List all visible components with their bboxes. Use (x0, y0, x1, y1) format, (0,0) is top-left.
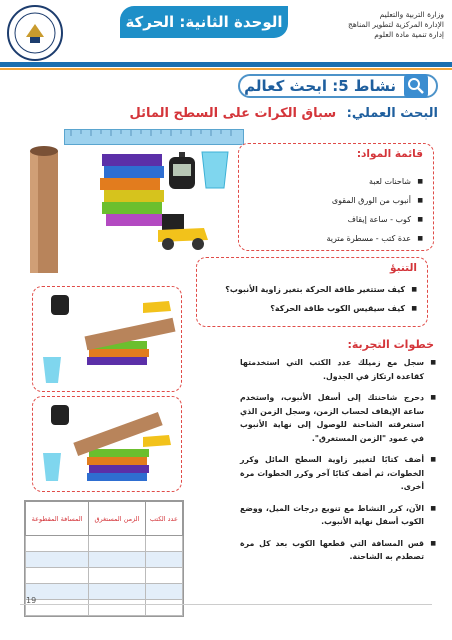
steps-list (240, 356, 436, 572)
cup-illustration (200, 150, 230, 190)
prediction-list (207, 280, 417, 318)
table-header-cell: عدد الكتب (145, 502, 182, 536)
activity-title: نشاط 5: ابحث كعالم (244, 77, 396, 95)
table-header-row (26, 502, 183, 536)
list-item: ■ كوب - ساعة إيقاف (251, 210, 423, 229)
list-item: ■ دحرج شاحنتك إلى أسفل الأنبوب، واستخدم ساعة الإيقاف لحساب الزمن، وسجل الزمن الذي استغرقته الشاحنة للوصول إلى نهاية الأنبوب في عمود "الزمن المستغرق". (240, 391, 436, 445)
cardboard-tube-illustration (24, 145, 64, 277)
ministry-logo (6, 4, 64, 62)
steps-title: خطوات التجربة: (347, 338, 434, 351)
table-cell[interactable] (145, 536, 182, 552)
table-row (26, 600, 183, 616)
table-cell[interactable] (26, 552, 89, 568)
experiment-image-1 (32, 286, 182, 392)
page-number: 19 (26, 596, 37, 605)
table-row (26, 552, 183, 568)
research-topic: سباق الكرات على السطح المائل (129, 106, 337, 121)
list-item: ■ أضف كتابًا لتغيير زاوية السطح المائل وكرر الخطوات، ثم أضف كتابًا آخر وكرر الخطوات مرة أخرى. (240, 453, 436, 494)
list-item: ■ كيف سيقيس الكوب طاقة الحركة؟ (207, 299, 417, 318)
list-item: ■ شاحنات لعبة (251, 172, 423, 191)
table-row (26, 536, 183, 552)
ruler-illustration (64, 129, 244, 145)
table-cell[interactable] (145, 552, 182, 568)
table-cell[interactable] (89, 568, 145, 584)
table-cell[interactable] (26, 568, 89, 584)
list-item: ■ قس المسافة التي قطعها الكوب بعد كل مرة تصطدم به الشاحنة. (240, 537, 436, 564)
prediction-box (196, 257, 428, 327)
table-cell[interactable] (145, 584, 182, 600)
table-cell[interactable] (145, 600, 182, 616)
materials-box (238, 143, 434, 251)
table-header-cell: المسافة المقطوعة (26, 502, 89, 536)
table-header-cell: الزمن المستغرق (89, 502, 145, 536)
table-cell[interactable] (89, 584, 145, 600)
table-cell[interactable] (145, 568, 182, 584)
header-divider-accent (0, 68, 452, 70)
search-icon (404, 74, 428, 98)
table-cell[interactable] (26, 536, 89, 552)
table-row (26, 568, 183, 584)
ministry-line: الإدارة المركزية لتطوير المناهج (348, 20, 444, 29)
list-item: ■ كيف ستتغير طاقة الحركة بتغير زاوية الأنبوب؟ (207, 280, 417, 299)
research-label: البحث العملي: (346, 106, 438, 121)
research-line (130, 106, 438, 121)
stopwatch-illustration (166, 152, 198, 192)
list-item: ■ الآن، كرر النشاط مع تنويع درجات الميل، ووضع الكوب أسفل نهاية الأنبوب. (240, 502, 436, 529)
unit-title-banner (120, 6, 288, 38)
table-cell[interactable] (89, 600, 145, 616)
ministry-line: وزارة التربية والتعليم (379, 10, 444, 19)
unit-title: الوحدة الثانية: الحركة (125, 13, 283, 31)
toy-car-illustration (154, 210, 210, 254)
activity-heading (238, 74, 438, 98)
ministry-line: إدارة تنمية مادة العلوم (374, 30, 444, 39)
table-cell[interactable] (89, 552, 145, 568)
materials-list (251, 172, 423, 248)
results-table (24, 500, 184, 617)
list-item: ■ أنبوب من الورق المقوى (251, 191, 423, 210)
list-item: ■ سجل مع زميلك عدد الكتب التي استخدمتها كقاعدة ارتكاز في الجدول. (240, 356, 436, 383)
experiment-image-2 (32, 396, 182, 492)
ministry-text (294, 10, 444, 40)
footer-divider (20, 604, 432, 605)
materials-title: قائمة المواد: (356, 148, 423, 160)
table-row (26, 584, 183, 600)
header-divider (0, 62, 452, 67)
list-item: ■ عدة كتب - مسطرة مترية (251, 229, 423, 248)
prediction-title: التنبؤ (390, 262, 417, 274)
table-cell[interactable] (89, 536, 145, 552)
